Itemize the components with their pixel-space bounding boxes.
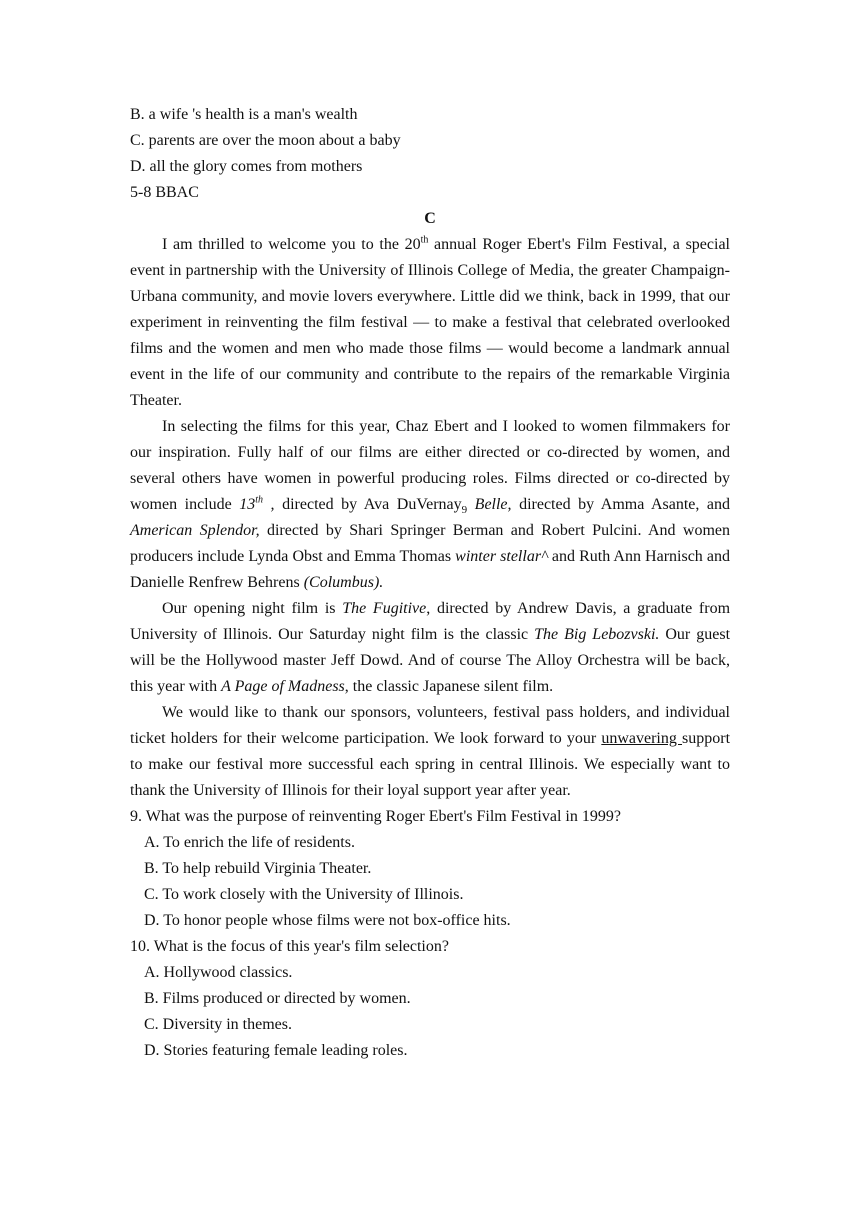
q10-option-a: A. Hollywood classics. [144, 964, 293, 981]
prev-option-d: D. all the glory comes from mothers [130, 158, 363, 175]
film-title: Belle, [467, 496, 512, 513]
prev-option-b: B. a wife 's health is a man's wealth [130, 106, 358, 123]
film-title: A Page of Madness [221, 678, 345, 695]
q9-option-b: B. To help rebuild Virginia Theater. [144, 860, 372, 877]
passage-paragraph-2: In selecting the films for this year, Chaz Ebert and I looked to women filmmakers for our inspiration. Fully half of our films are either directed or co-directed by women, and several others have women in powerful producing roles. Films directed or co-directed by women include 13th , directed by Ava DuVernay$_9$ Belle, directed by Amma Asante, and American Splendor, directed by Shari Springer Berman and Robert Pulcini. And women producers include Lynda Obst and Emma Thomas winter stellar^ and Ruth Ann Harnisch and Danielle Renfrew Behrens (Columbus). [130, 418, 731, 591]
film-title: American Splendor, [130, 522, 260, 539]
q10-option-c: C. Diversity in themes. [144, 1016, 292, 1033]
question-10-stem: 10. What is the focus of this year's film selection? [130, 938, 449, 955]
passage-paragraph-4: We would like to thank our sponsors, volunteers, festival pass holders, and individual ticket holders for their welcome participation. We look forward to your unwavering support to make our festival more successful each spring in central Illinois. We especially want to thank the University of Illinois for their loyal support year after year. [130, 704, 731, 799]
q10-option-d: D. Stories featuring female leading roles. [144, 1042, 408, 1059]
q9-option-c: C. To work closely with the University of Illinois. [144, 886, 464, 903]
passage-paragraph-1: I am thrilled to welcome you to the 20th annual Roger Ebert's Film Festival, a special event in partnership with the University of Illinois College of Media, the greater Champaign-Urbana community, and movie lovers everywhere. Little did we think, back in 1999, that our experiment in reinventing the film festival — to make a festival that celebrated overlooked films and the women and men who made those films — would become a landmark annual event in the life of our community and contribute to the repairs of the remarkable Virginia Theater. [130, 234, 730, 409]
question-9-stem: 9. What was the purpose of reinventing Roger Ebert's Film Festival in 1999? [130, 808, 621, 825]
q9-option-d: D. To honor people whose films were not box-office hits. [144, 912, 511, 929]
document-page [130, 102, 730, 1064]
film-title: The Big Lebozvski. [534, 626, 660, 643]
film-title: (Columbus). [303, 574, 384, 591]
film-title: 13 [239, 496, 256, 513]
answer-key: 5-8 BBAC [130, 184, 199, 201]
q9-option-a: A. To enrich the life of residents. [144, 834, 355, 851]
film-title: The Fugitive [342, 600, 427, 617]
film-title: winter stellar^ [455, 548, 548, 565]
section-heading: C [424, 210, 436, 227]
underlined-word: unwavering [601, 730, 683, 747]
prev-option-c: C. parents are over the moon about a baby [130, 132, 401, 149]
q10-option-b: B. Films produced or directed by women. [144, 990, 411, 1007]
passage-paragraph-3: Our opening night film is The Fugitive, directed by Andrew Davis, a graduate from University of Illinois. Our Saturday night film is the classic The Big Lebozvski. Our guest will be the Hollywood master Jeff Dowd. And of course The Alloy Orchestra will be back, this year with A Page of Madness, the classic Japanese silent film. [130, 600, 731, 695]
